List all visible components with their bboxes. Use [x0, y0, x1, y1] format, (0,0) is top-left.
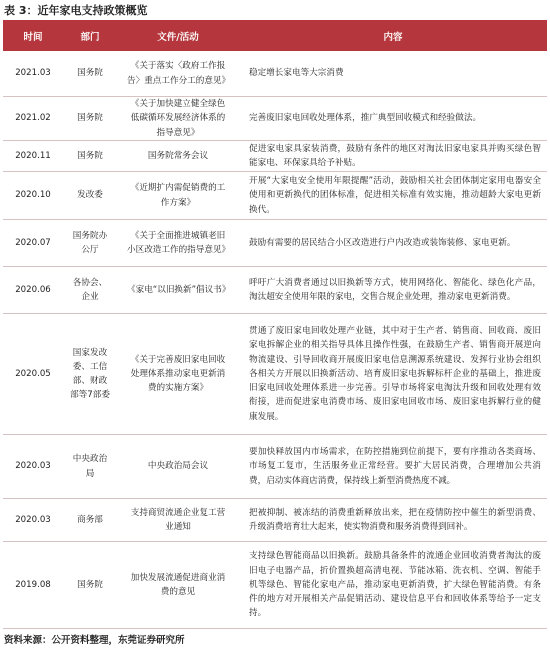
cell-doc: 《关于全面推进城镇老旧小区改造工作的指导意见》 — [127, 230, 231, 255]
cell-content: 稳定增长家电等大宗消费 — [249, 68, 344, 79]
table-row — [3, 314, 547, 435]
cell-time: 2019.08 — [15, 579, 51, 590]
cell-time: 2020.03 — [15, 461, 51, 472]
header-time: 时间 — [23, 32, 43, 43]
cell-content: 贯通了废旧家电回收处理产业链，其中对于生产者、销售商、回收商、废旧家电拆解企业的相关指导具体且操作性强，在鼓励生产者、销售商开展逆向物流建设、引导回收商开展废旧家电信息溯源系统建设、发挥行业协会组织各相关方开展以旧换新活动、培育废旧家电拆解标杆企业的基础上，推进废旧家电回收处理体系进一步完善。引导市场将家电淘汰升级和回收处理有效衔接，进而促进家电消费市场、废旧家电回收市场、废旧家电拆解行业的健康发展。 — [249, 326, 541, 422]
header-doc: 文件/活动 — [157, 32, 199, 43]
cell-content: 促进家电家具家装消费，鼓励有条件的地区对淘汰旧家电家具并购买绿色智能家电、环保家具给予补贴。 — [249, 143, 541, 168]
cell-content: 鼓励有需要的居民结合小区改造进行户内改造或装饰装修、家电更新。 — [249, 237, 516, 248]
cell-doc: 国务院常务会议 — [147, 150, 209, 161]
cell-doc: 《家电“以旧换新”倡议书》 — [127, 284, 231, 295]
cell-content: 呼吁广大消费者通过以旧换新等方式，使用网络化、智能化、绿色化产品，淘汰超安全使用年限的家电，交售合规企业处理，推动家电更新消费。 — [249, 277, 541, 302]
cell-dept: 国务院 — [77, 150, 103, 161]
table-header — [3, 21, 547, 51]
table-row — [3, 499, 547, 542]
cell-time: 2020.07 — [15, 237, 51, 248]
cell-doc: 《关于加快建立健全绿色低碳循环发展经济体系的指导意见》 — [130, 99, 226, 138]
table-row — [3, 172, 547, 220]
cell-time: 2020.05 — [15, 368, 51, 379]
cell-dept: 国务院 — [77, 113, 103, 124]
table-row — [3, 435, 547, 499]
header-dept: 部门 — [80, 32, 100, 43]
cell-dept: 商务部 — [77, 514, 103, 525]
cell-doc: 支持商贸流通企业复工营业通知 — [130, 507, 226, 532]
policy-table — [3, 20, 547, 629]
table-row — [3, 51, 547, 97]
cell-time: 2021.03 — [15, 68, 51, 79]
source-note: 资料来源：公开资料整理，东莞证券研究所 — [4, 635, 185, 646]
cell-content: 要加快释放国内市场需求，在防控措施到位前提下，要有序推动各类商场、市场复工复市，生活服务业正常经营。要扩大居民消费，合理增加公共消费，启动实体商店消费，保持线上新型消费热度不减。 — [249, 447, 541, 486]
cell-dept: 国家发改委、工信部、财政部等7部委 — [70, 347, 110, 401]
cell-time: 2020.11 — [15, 150, 51, 161]
header-content: 内容 — [383, 32, 403, 43]
cell-content: 把被抑制、被冻结的消费重新释放出来，把在疫情防控中催生的新型消费、升级消费培育壮大起来，使实物消费和服务消费得到回补。 — [249, 507, 541, 532]
cell-content: 开展“大家电安全使用年限提醒”活动，鼓励相关社会团体制定家用电器安全使用和更新换代的团体标准，促进相关标准有效实施，推动超龄大家电更新换代。 — [249, 176, 541, 215]
cell-content: 完善废旧家电回收处理体系，推广典型回收模式和经验做法。 — [249, 113, 482, 124]
table-row — [3, 141, 547, 172]
cell-doc: 加快发展流通促进商业消费的意见 — [130, 572, 226, 597]
cell-dept: 国务院 — [77, 579, 103, 590]
cell-doc: 中央政治局会议 — [147, 461, 209, 472]
cell-doc: 《近期扩内需促销费的工作方案》 — [130, 183, 226, 208]
cell-dept: 国务院 — [77, 68, 103, 79]
cell-dept: 各协会、企业 — [72, 277, 108, 302]
cell-doc: 《关于落实〈政府工作报告〉重点工作分工的意见》 — [127, 61, 231, 86]
cell-time: 2020.03 — [15, 514, 51, 525]
table-row — [3, 97, 547, 141]
cell-content: 支持绿色智能商品以旧换新。鼓励具备条件的流通企业回收消费者淘汰的废旧电子电器产品，折价置换超高清电视、节能冰箱、洗衣机、空调、智能手机等绿色、智能化家电产品，推动家电更新消费，扩大绿色智能消费。有条件的地方对开展相关产品促销活动、建设信息平台和回收体系等给予一定支持。 — [249, 551, 541, 619]
table-title: 表 3：近年家电支持政策概览 — [4, 4, 148, 17]
cell-time: 2021.02 — [15, 113, 51, 124]
table-row — [3, 542, 547, 629]
cell-dept: 发改委 — [77, 190, 103, 201]
table-row — [3, 267, 547, 314]
cell-time: 2020.10 — [15, 190, 51, 201]
cell-dept: 国务院办公厅 — [72, 230, 108, 255]
cell-time: 2020.06 — [15, 284, 51, 295]
cell-dept: 中央政治局 — [72, 454, 108, 479]
cell-doc: 《关于完善废旧家电回收处理体系推动家电更新消费的实施方案》 — [130, 354, 226, 394]
table-row — [3, 220, 547, 267]
